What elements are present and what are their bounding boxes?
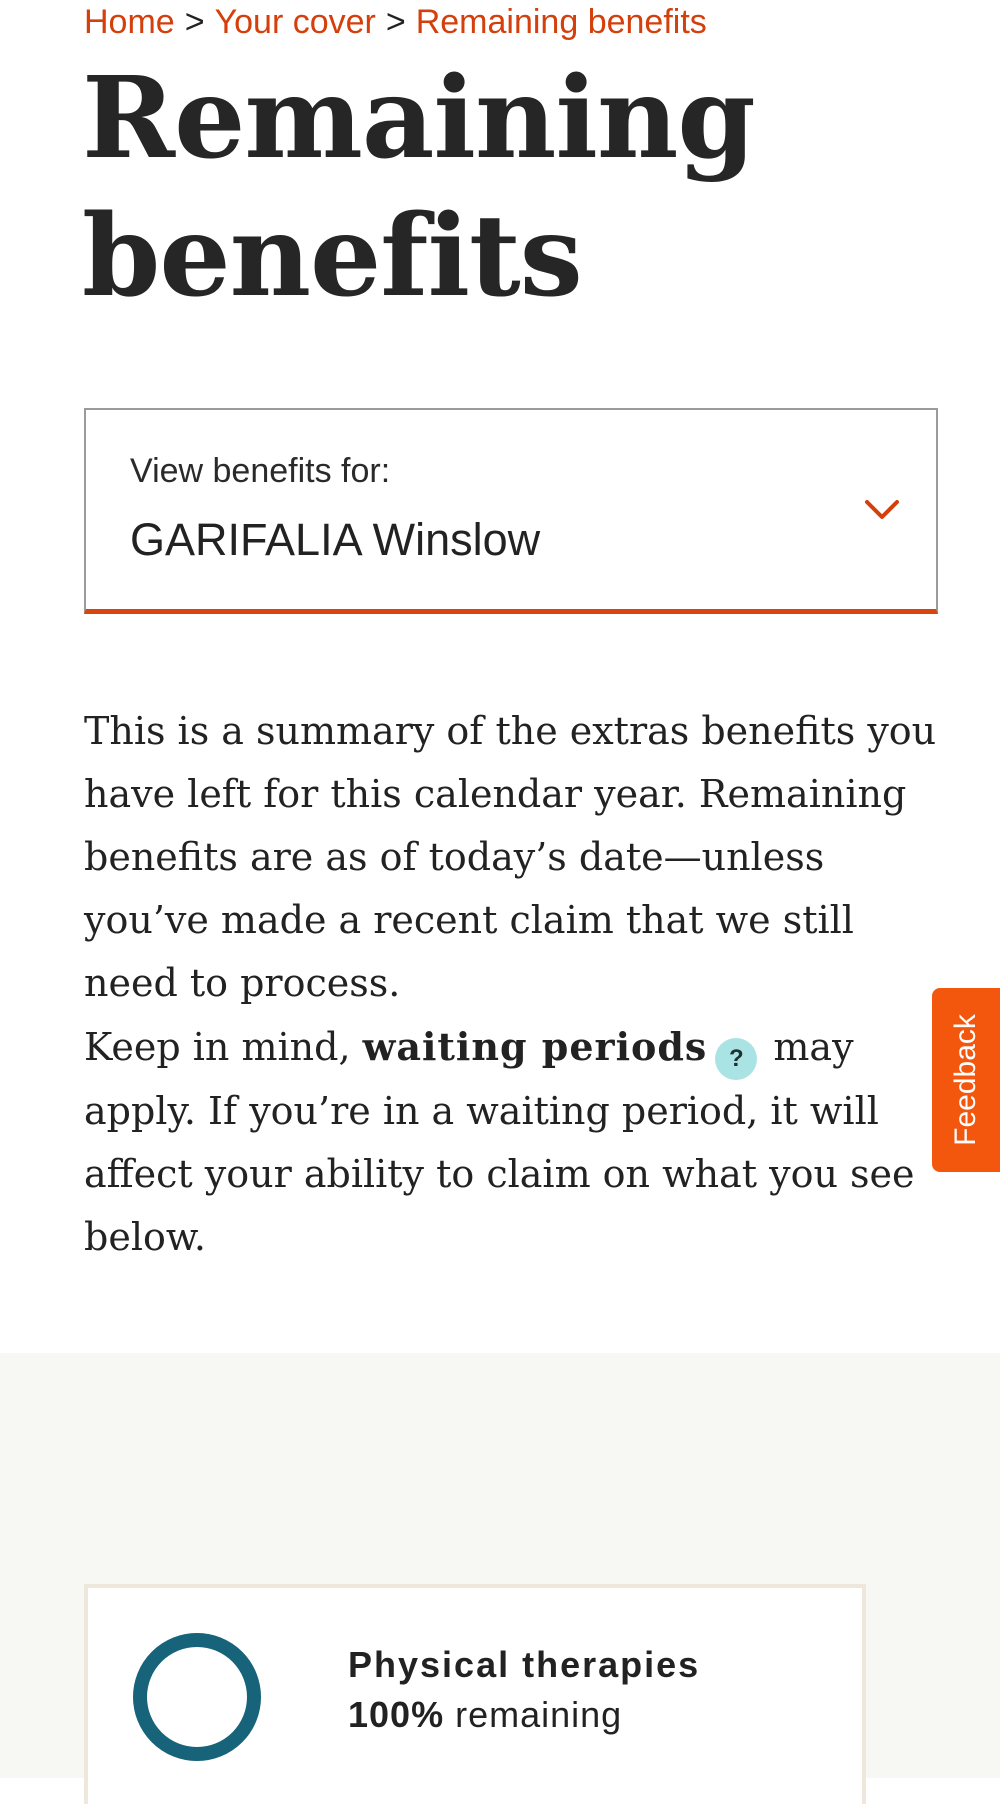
- breadcrumb: [84, 0, 707, 44]
- progress-ring-arc: [140, 1640, 254, 1754]
- summary-paragraph: This is a summary of the extras benefits you have left for this calendar year. Remaining benefits are as of today’s date—unless you’ve made a recent claim that we still need to process.: [84, 709, 937, 1005]
- member-select-label: View benefits for:: [130, 452, 391, 490]
- breadcrumb-separator: >: [184, 3, 205, 41]
- benefit-percent: 100%: [348, 1694, 445, 1735]
- breadcrumb-remaining-benefits-link[interactable]: Remaining benefits: [415, 3, 707, 41]
- feedback-tab[interactable]: [932, 988, 1000, 1172]
- benefit-remaining-label: remaining: [455, 1694, 623, 1735]
- benefit-name: Physical therapies: [348, 1644, 701, 1685]
- benefits-summary: [84, 700, 950, 1269]
- member-select-value: GARIFALIA Winslow: [130, 514, 541, 565]
- chevron-down-icon: [864, 498, 900, 522]
- breadcrumb-your-cover-link[interactable]: Your cover: [214, 3, 376, 41]
- waiting-period-text-after: may apply. If you’re in a waiting period, it will affect your ability to claim on what you see below.: [84, 1025, 915, 1259]
- help-icon[interactable]: ?: [715, 1038, 757, 1080]
- waiting-period-paragraph: [84, 1015, 950, 1269]
- benefit-remaining: [348, 1694, 622, 1736]
- feedback-label: Feedback: [949, 1014, 982, 1146]
- waiting-periods-link[interactable]: waiting periods: [362, 1024, 708, 1069]
- waiting-period-text-before: Keep in mind,: [84, 1025, 363, 1069]
- page-title: Remaining benefits: [82, 53, 755, 322]
- benefit-card[interactable]: [84, 1584, 866, 1804]
- member-select[interactable]: [84, 408, 938, 614]
- breadcrumb-separator: >: [385, 3, 406, 41]
- breadcrumb-home-link[interactable]: Home: [84, 3, 175, 41]
- progress-ring-icon: [132, 1632, 262, 1762]
